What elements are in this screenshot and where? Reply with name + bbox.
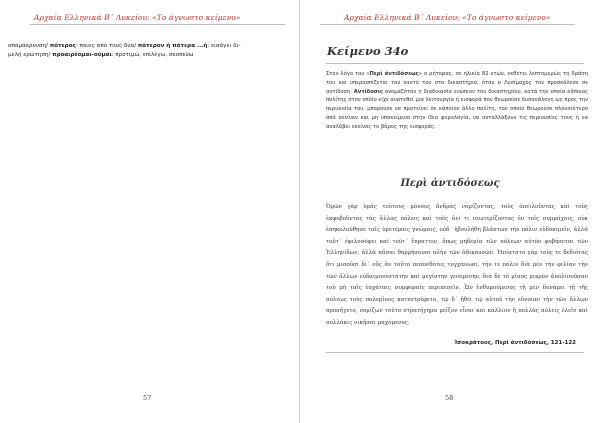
gloss-term: προαιρέομαι-οῦμαι — [52, 51, 112, 58]
page-number-right: 58 — [445, 394, 454, 402]
right-page — [300, 0, 600, 423]
gloss-text: : προτιμώ, επιλέγω, σκοπεύω — [111, 51, 194, 58]
glossary-notes — [8, 42, 290, 59]
gloss-text: : εισάγει δι- — [207, 43, 241, 49]
left-page-header: Αρχαία Ελληνικά Β΄ Λυκείου: «Το άγνωστο κείμενο» — [34, 13, 241, 22]
page-number-left: 57 — [143, 394, 152, 402]
intro-text: Στον λόγο του « — [326, 71, 370, 77]
text-subtitle: Περὶ ἀντιδόσεως — [400, 178, 500, 189]
right-page-header: Αρχαία Ελληνικά Β΄ Λυκείου: «Το άγνωστο κείμενο» — [344, 13, 551, 22]
intro-paragraph — [326, 70, 588, 132]
intro-work-title: Περὶ ἀντιδόσεως — [369, 71, 419, 77]
intro-text: » ο ρήτορας, σε ηλικία 82 ετών, εκθέτει λεπτομερώς τη δράση του και υπερασπίζεται τον εαυτό του στο δικαστήριο, όταν ο Λυσίμαχος τον προσκάλεσε σε αντίδοση. — [326, 71, 588, 95]
intro-term: Αντίδοσις — [353, 88, 383, 95]
intro-text: ονομαζόταν η διαδικασία ενώπιον του δικαστηρίου, κατά την οποία κάποιος πολίτης στον οποίο είχε ανατεθεί μια λειτουργία ή εισφορά που θεωρούσε δυσανάλογη ως προς την περιουσία του, μπορούσε να προτείνει σε κάποιον άλλο πολίτη, τον οποίο θεωρούσε πλουσιότερο από εκείνον και μη υποκείμενο στην ίδια φορολογία, να ανταλλάξουν τις περιουσίες τους ή να αναλάβει εκείνος το βάρος της εισφοράς. — [326, 88, 589, 130]
ancient-greek-text: Ὁρῶν γὰρ ὑμᾶς τούτους μόνους ἄνδρας νομίζοντας, τοὺς ἀπειλοῦντας καὶ τοὺς ἐκφοβοῦντας τὰς ἄλλας πόλεις καὶ τοὺς ἀεὶ τι νεωτερίζοντας ἐν τοῖς συμμάχοις, οὐκ ἐπηκολούθησε ταῖς ὑμετέραις γνώμαις, οὐδ΄ ἠβουλήθη βλάπτων τὴν πόλιν εὐδοκιμεῖν, ἀλλὰ τοῦτ΄ ἐφιλοσόφει καὶ τοῦτ΄ ἔπραττεν, ὅπως μηδεμία τῶν πόλεων αὐτὸν φοβήσεται τῶν Ἑλληνίδων, ἀλλὰ πᾶσαι θαρρήσουσι πλὴν τῶν ἀδικουσῶν. Ἠπίστατο γὰρ τοὺς τε δεδιότας ὅτι μισοῦσι δι΄ οὓς ἂν τοῦτο πεπονθότες τυγχάνωσι, τήν τε πόλιν διὰ μὲν τὴν φιλίαν τὴν τῶν ἄλλων εὐδαιμονεστάτην καὶ μεγίστην γενομένην, διὰ δὲ τὸ μῖσος μικρὸν ἀπολιποῦσαν τοῦ μὴ ταῖς ἐσχάταις συμφοραῖς περιπεσεῖν. Ὧν ἐνθυμούμενος τῇ μὲν δυνάμει τῇ τῆς πόλεως τοὺς πολεμίους κατεστρέφετο, τῷ δ΄ ἤθει τῷ αὑτοῦ τὴν εὔνοιαν τὴν τῶν ἄλλων προσῆγετο, νομίζων τοῦτο στρατήγημα μεῖζον εἶναι καὶ κάλλιον ἢ πολλὰς πόλεις ἑλεῖν καὶ πολλάκις νικῆσαι μαχόμενος. — [326, 204, 588, 326]
source-rule — [326, 352, 584, 353]
gloss-text: : ποιος από τους δύο/ — [75, 43, 136, 49]
gloss-term: πότερον ή πότερα ...ή — [137, 43, 208, 49]
source-citation: Ἰσοκράτους, Περὶ ἀντιδόσεως, 121-122 — [454, 340, 576, 346]
title-rule — [326, 63, 584, 64]
gloss-text: απομάκρυνση/ — [8, 43, 48, 49]
right-header-rule — [320, 24, 575, 25]
gloss-term: πότερος — [49, 43, 76, 49]
left-header-rule — [30, 24, 285, 25]
gloss-text: μελή ερώτηση/ — [8, 51, 51, 58]
page-title: Κείμενο 34ο — [327, 44, 409, 58]
